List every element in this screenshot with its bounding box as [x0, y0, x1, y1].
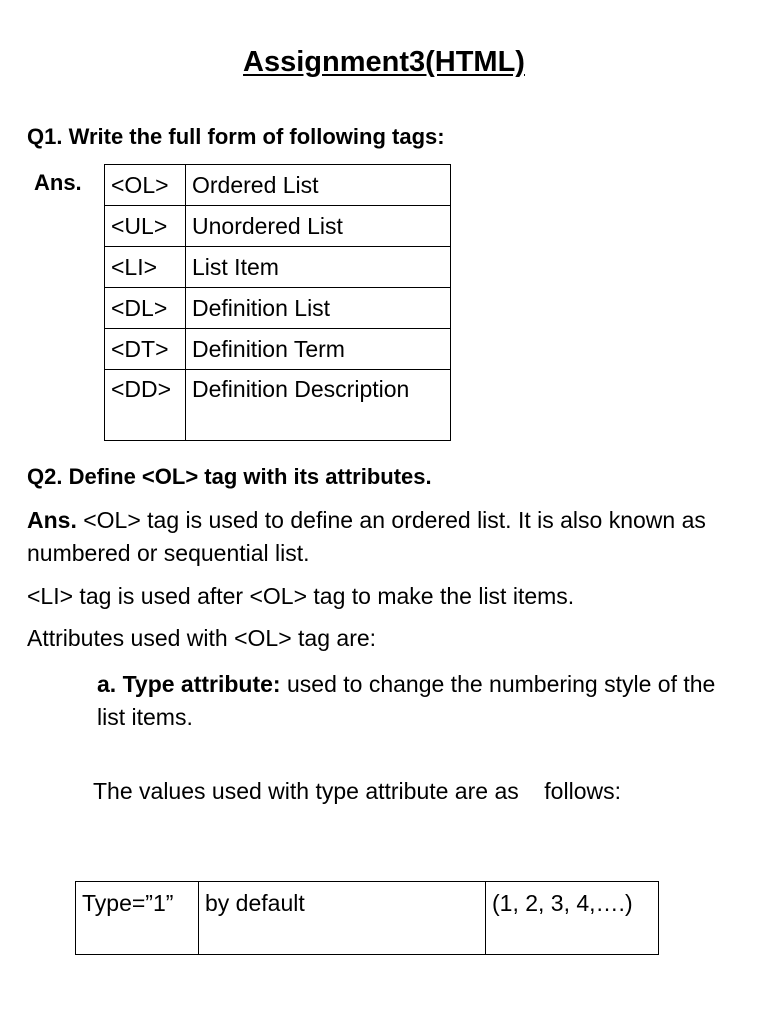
tag-cell: <OL>: [105, 165, 186, 206]
values-intro: The values used with type attribute are as follows:: [93, 778, 621, 804]
fullform-cell: List Item: [186, 247, 451, 288]
table-row: [105, 288, 451, 329]
table-row: [105, 247, 451, 288]
tag-cell: <UL>: [105, 206, 186, 247]
document-title: Assignment3(HTML): [243, 46, 525, 78]
type-attribute-paragraph: [97, 668, 737, 734]
answer-2-label: Ans.: [27, 507, 77, 533]
fullform-cell: Unordered List: [186, 206, 451, 247]
type-attribute-label: a. Type attribute:: [97, 671, 281, 697]
table-row: [105, 370, 451, 441]
answer-1-label: Ans.: [34, 170, 82, 195]
tag-cell: <LI>: [105, 247, 186, 288]
table-row: [76, 882, 659, 955]
fullform-cell: Ordered List: [186, 165, 451, 206]
type-example-cell: (1, 2, 3, 4,….): [486, 882, 659, 955]
type-description-cell: by default: [199, 882, 486, 955]
question-1: Q1. Write the full form of following tags:: [27, 124, 445, 149]
type-value-cell: Type=”1”: [76, 882, 199, 955]
table-row: [105, 329, 451, 370]
tag-cell: <DL>: [105, 288, 186, 329]
attributes-intro: Attributes used with <OL> tag are:: [27, 625, 377, 651]
table-row: [105, 206, 451, 247]
tag-cell: <DD>: [105, 370, 186, 441]
question-2: Q2. Define <OL> tag with its attributes.: [27, 464, 432, 489]
tag-cell: <DT>: [105, 329, 186, 370]
fullform-cell: Definition Description: [186, 370, 451, 441]
answer-2-paragraph: [27, 504, 727, 570]
fullform-cell: Definition Term: [186, 329, 451, 370]
answer-2-text: <OL> tag is used to define an ordered list. It is also known as numbered or sequential list.: [27, 507, 706, 566]
type-attribute-text: used to change the numbering style of the list items.: [97, 671, 716, 730]
fullform-cell: Definition List: [186, 288, 451, 329]
li-paragraph: <LI> tag is used after <OL> tag to make the list items.: [27, 583, 575, 609]
type-values-table: [75, 881, 659, 955]
table-row: [105, 165, 451, 206]
tag-fullform-table: [104, 164, 451, 441]
